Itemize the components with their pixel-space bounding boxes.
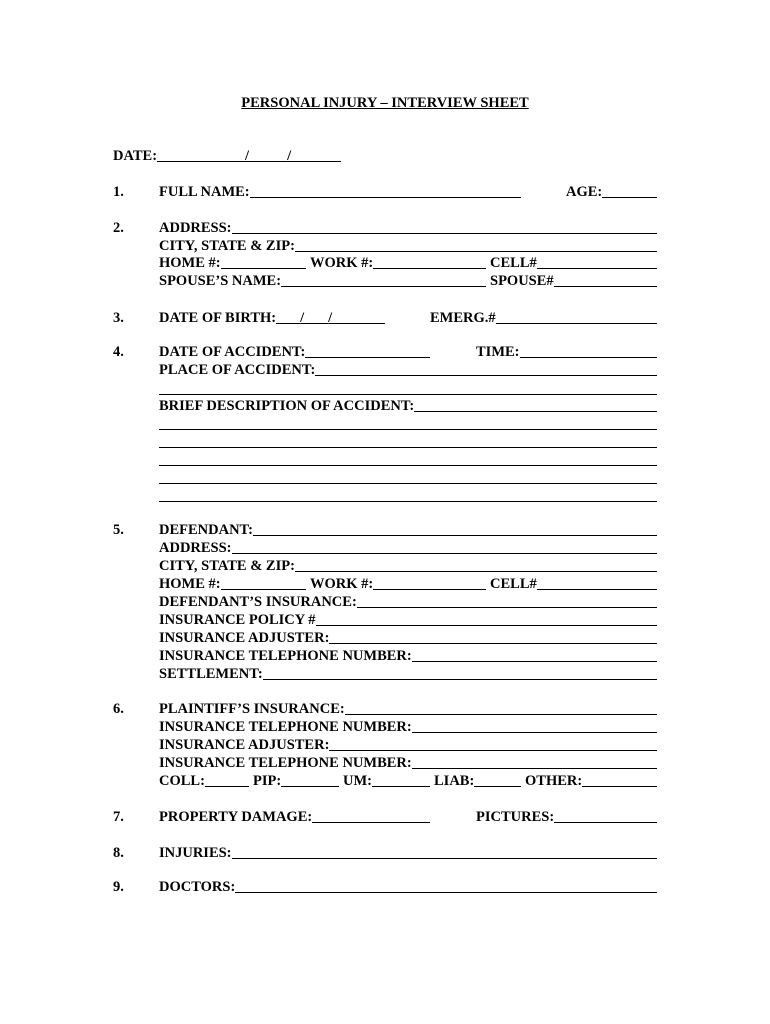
def-address-row	[159, 539, 657, 557]
insurance-adjuster-field[interactable]	[329, 630, 657, 644]
accident-date-field[interactable]	[305, 344, 430, 358]
dob-separator: /	[328, 310, 333, 326]
injuries-label: INJURIES:	[159, 845, 232, 861]
def-city-row	[159, 557, 657, 575]
insurance-policy-field[interactable]	[316, 612, 657, 626]
place-of-accident-field[interactable]	[315, 362, 657, 376]
defendant-address-label: ADDRESS:	[159, 540, 232, 556]
item-number: 9.	[113, 879, 124, 895]
um-field[interactable]	[372, 773, 430, 787]
item-number: 6.	[113, 701, 124, 717]
date-separator: /	[245, 148, 250, 164]
item-number: 8.	[113, 845, 124, 861]
description-line[interactable]	[159, 465, 657, 466]
accident-date-row	[159, 343, 430, 361]
ins-phone-row	[159, 647, 657, 665]
coll-label: COLL:	[159, 773, 205, 789]
dob-year-field[interactable]	[332, 310, 385, 324]
accident-date-label: DATE OF ACCIDENT:	[159, 344, 306, 360]
cell-row	[490, 254, 657, 272]
home-phone-field[interactable]	[221, 255, 306, 269]
home-row	[159, 254, 306, 272]
defendant-insurance-label: DEFENDANT’S INSURANCE:	[159, 594, 357, 610]
pictures-row	[476, 808, 657, 826]
defendant-work-field[interactable]	[373, 576, 486, 590]
defendant-cell-label: CELL#	[490, 576, 537, 592]
adjuster-row	[159, 629, 657, 647]
place-row	[159, 361, 657, 379]
item-number: 1.	[113, 184, 124, 200]
defendant-address-field[interactable]	[232, 540, 657, 554]
emerg-row	[430, 309, 657, 327]
coll-row	[159, 772, 249, 790]
spouse-phone-row	[490, 272, 657, 290]
description-row	[159, 397, 657, 415]
property-damage-row	[159, 808, 430, 826]
plaintiff-adjuster-label: INSURANCE ADJUSTER:	[159, 737, 330, 753]
description-line[interactable]	[159, 429, 657, 430]
plaintiff-adjuster-phone-label: INSURANCE TELEPHONE NUMBER:	[159, 755, 412, 771]
plaintiff-adjuster-field[interactable]	[329, 737, 657, 751]
doctors-label: DOCTORS:	[159, 879, 236, 895]
spouse-name-row	[159, 272, 486, 290]
defendant-field[interactable]	[253, 522, 657, 536]
cell-phone-label: CELL#	[490, 255, 537, 271]
pip-row	[253, 772, 339, 790]
def-home-row	[159, 575, 306, 593]
policy-row	[159, 611, 657, 629]
pl-adj-phone-row	[159, 754, 657, 772]
other-row	[525, 772, 657, 790]
city-state-zip-field[interactable]	[295, 238, 657, 252]
property-damage-label: PROPERTY DAMAGE:	[159, 809, 313, 825]
settlement-field[interactable]	[263, 666, 657, 680]
defendant-home-label: HOME #:	[159, 576, 221, 592]
other-label: OTHER:	[525, 773, 583, 789]
def-work-row	[310, 575, 486, 593]
pip-field[interactable]	[281, 773, 339, 787]
brief-description-label: BRIEF DESCRIPTION OF ACCIDENT:	[159, 398, 415, 414]
defendant-home-field[interactable]	[221, 576, 306, 590]
time-row	[476, 343, 657, 361]
property-damage-field[interactable]	[312, 809, 430, 823]
item-number: 3.	[113, 310, 124, 326]
brief-description-field[interactable]	[414, 398, 657, 412]
full-name-field[interactable]	[250, 184, 521, 198]
place-of-accident-extra-line[interactable]	[159, 394, 657, 395]
dob-month-field[interactable]	[276, 310, 300, 324]
liab-row	[434, 772, 521, 790]
work-row	[310, 254, 486, 272]
defendant-label: DEFENDANT:	[159, 522, 253, 538]
pictures-field[interactable]	[554, 809, 657, 823]
pl-adjuster-row	[159, 736, 657, 754]
date-year-field[interactable]	[291, 148, 341, 162]
page-title: PERSONAL INJURY – INTERVIEW SHEET	[241, 95, 529, 111]
insurance-adjuster-label: INSURANCE ADJUSTER:	[159, 630, 330, 646]
pip-label: PIP:	[253, 773, 282, 789]
date-day-field[interactable]	[249, 148, 287, 162]
address-label: ADDRESS:	[159, 220, 232, 236]
item-number: 5.	[113, 522, 124, 538]
dob-row	[159, 309, 385, 327]
full-name-row	[159, 183, 521, 201]
spouse-phone-label: SPOUSE#	[490, 273, 554, 289]
description-line[interactable]	[159, 483, 657, 484]
settlement-label: SETTLEMENT:	[159, 666, 263, 682]
spouse-name-label: SPOUSE’S NAME:	[159, 273, 282, 289]
time-label: TIME:	[476, 344, 520, 360]
defendant-city-label: CITY, STATE & ZIP:	[159, 558, 295, 574]
place-of-accident-label: PLACE OF ACCIDENT:	[159, 362, 316, 378]
defendant-work-label: WORK #:	[310, 576, 374, 592]
plaintiff-insurance-phone-field[interactable]	[412, 719, 657, 733]
liab-field[interactable]	[474, 773, 521, 787]
spouse-name-field[interactable]	[281, 273, 486, 287]
injuries-field[interactable]	[232, 845, 657, 859]
city-row	[159, 237, 657, 255]
city-state-zip-label: CITY, STATE & ZIP:	[159, 238, 295, 254]
doctors-field[interactable]	[235, 879, 657, 893]
injuries-row	[159, 844, 657, 862]
date-month-field[interactable]	[157, 148, 245, 162]
age-label: AGE:	[566, 184, 603, 200]
full-name-label: FULL NAME:	[159, 184, 250, 200]
cell-phone-field[interactable]	[537, 255, 657, 269]
liab-label: LIAB:	[434, 773, 475, 789]
defendant-row	[159, 521, 657, 539]
pictures-label: PICTURES:	[476, 809, 555, 825]
def-insurance-row	[159, 593, 657, 611]
insurance-phone-field[interactable]	[412, 648, 657, 662]
emergency-label: EMERG.#	[430, 310, 496, 326]
work-phone-field[interactable]	[373, 255, 486, 269]
settlement-row	[159, 665, 657, 683]
dob-day-field[interactable]	[304, 310, 328, 324]
age-row	[566, 183, 657, 201]
plaintiff-insurance-label: PLAINTIFF’S INSURANCE:	[159, 701, 345, 717]
work-phone-label: WORK #:	[310, 255, 374, 271]
address-row	[159, 219, 657, 237]
dob-label: DATE OF BIRTH:	[159, 310, 277, 326]
item-number: 2.	[113, 220, 124, 236]
defendant-city-field[interactable]	[295, 558, 657, 572]
emergency-field[interactable]	[496, 310, 657, 324]
description-line[interactable]	[159, 447, 657, 448]
insurance-phone-label: INSURANCE TELEPHONE NUMBER:	[159, 648, 412, 664]
def-cell-row	[490, 575, 657, 593]
insurance-policy-label: INSURANCE POLICY #	[159, 612, 316, 628]
dob-separator: /	[300, 310, 305, 326]
defendant-cell-field[interactable]	[537, 576, 657, 590]
time-field[interactable]	[520, 344, 658, 358]
date-separator: /	[287, 148, 292, 164]
um-label: UM:	[343, 773, 372, 789]
spouse-phone-field[interactable]	[554, 273, 657, 287]
um-row	[343, 772, 430, 790]
address-field[interactable]	[232, 220, 657, 234]
plaintiff-insurance-phone-label: INSURANCE TELEPHONE NUMBER:	[159, 719, 412, 735]
description-line[interactable]	[159, 501, 657, 502]
doctors-row	[159, 878, 657, 896]
age-field[interactable]	[602, 184, 657, 198]
other-field[interactable]	[582, 773, 657, 787]
defendant-insurance-field[interactable]	[357, 594, 657, 608]
home-phone-label: HOME #:	[159, 255, 221, 271]
date-row	[113, 147, 341, 165]
plaintiff-adjuster-phone-field[interactable]	[412, 755, 657, 769]
date-label: DATE:	[113, 148, 158, 164]
pl-ins-phone-row	[159, 718, 657, 736]
item-number: 7.	[113, 809, 124, 825]
plaintiff-insurance-row	[159, 700, 657, 718]
plaintiff-insurance-field[interactable]	[345, 701, 657, 715]
coll-field[interactable]	[205, 773, 249, 787]
item-number: 4.	[113, 344, 124, 360]
